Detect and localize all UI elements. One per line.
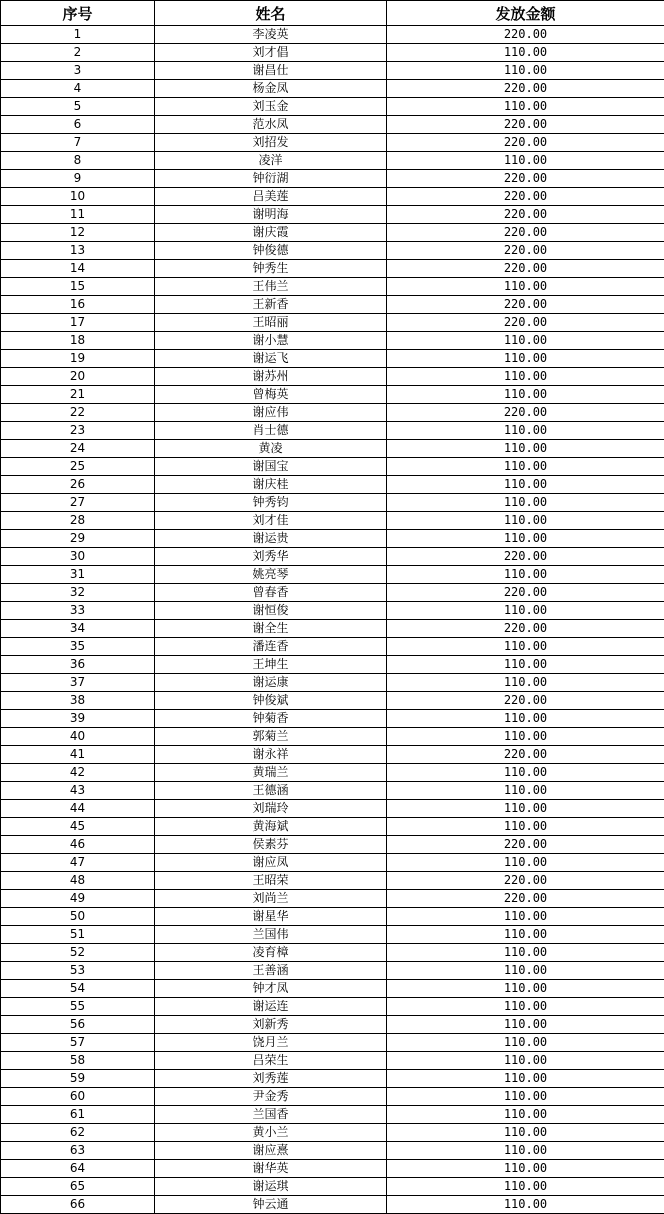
name-cell: 谢明海 — [155, 206, 387, 224]
table-row — [1, 134, 664, 152]
index-cell: 52 — [1, 944, 155, 962]
index-cell: 30 — [1, 548, 155, 566]
amount-cell: 110.00 — [387, 386, 664, 404]
table-row — [1, 728, 664, 746]
table-row — [1, 1034, 664, 1052]
name-cell: 谢昌仕 — [155, 62, 387, 80]
index-cell: 65 — [1, 1178, 155, 1196]
index-cell: 54 — [1, 980, 155, 998]
amount-cell: 110.00 — [387, 1088, 664, 1106]
table-row — [1, 548, 664, 566]
name-cell: 谢星华 — [155, 908, 387, 926]
name-cell: 饶月兰 — [155, 1034, 387, 1052]
index-cell: 53 — [1, 962, 155, 980]
name-cell: 刘招发 — [155, 134, 387, 152]
index-cell: 64 — [1, 1160, 155, 1178]
header-amount: 发放金额 — [387, 1, 664, 26]
name-cell: 钟俊斌 — [155, 692, 387, 710]
table-row — [1, 926, 664, 944]
name-cell: 王坤生 — [155, 656, 387, 674]
amount-cell: 220.00 — [387, 620, 664, 638]
index-cell: 45 — [1, 818, 155, 836]
name-cell: 谢运连 — [155, 998, 387, 1016]
index-cell: 31 — [1, 566, 155, 584]
amount-cell: 110.00 — [387, 1196, 664, 1214]
table-row — [1, 1160, 664, 1178]
name-cell: 刘才佳 — [155, 512, 387, 530]
table-row — [1, 1070, 664, 1088]
name-cell: 凌育樟 — [155, 944, 387, 962]
table-row — [1, 116, 664, 134]
index-cell: 18 — [1, 332, 155, 350]
name-cell: 谢恒俊 — [155, 602, 387, 620]
name-cell: 谢庆霞 — [155, 224, 387, 242]
index-cell: 51 — [1, 926, 155, 944]
table-row — [1, 782, 664, 800]
amount-cell: 110.00 — [387, 962, 664, 980]
name-cell: 王昭丽 — [155, 314, 387, 332]
amount-cell: 110.00 — [387, 800, 664, 818]
name-cell: 范水凤 — [155, 116, 387, 134]
index-cell: 46 — [1, 836, 155, 854]
name-cell: 兰国香 — [155, 1106, 387, 1124]
amount-cell: 110.00 — [387, 818, 664, 836]
index-cell: 39 — [1, 710, 155, 728]
header-row — [1, 1, 664, 26]
table-row — [1, 656, 664, 674]
amount-cell: 110.00 — [387, 710, 664, 728]
index-cell: 60 — [1, 1088, 155, 1106]
table-row — [1, 800, 664, 818]
name-cell: 谢运琪 — [155, 1178, 387, 1196]
index-cell: 42 — [1, 764, 155, 782]
index-cell: 13 — [1, 242, 155, 260]
index-cell: 47 — [1, 854, 155, 872]
name-cell: 刘玉金 — [155, 98, 387, 116]
index-cell: 5 — [1, 98, 155, 116]
table-row — [1, 80, 664, 98]
amount-cell: 110.00 — [387, 602, 664, 620]
table-row — [1, 1106, 664, 1124]
name-cell: 谢全生 — [155, 620, 387, 638]
index-cell: 15 — [1, 278, 155, 296]
amount-cell: 110.00 — [387, 332, 664, 350]
name-cell: 王德涵 — [155, 782, 387, 800]
table-row — [1, 530, 664, 548]
amount-cell: 110.00 — [387, 908, 664, 926]
table-row — [1, 854, 664, 872]
table-row — [1, 1178, 664, 1196]
amount-cell: 110.00 — [387, 530, 664, 548]
index-cell: 28 — [1, 512, 155, 530]
name-cell: 刘新秀 — [155, 1016, 387, 1034]
index-cell: 7 — [1, 134, 155, 152]
name-cell: 刘秀华 — [155, 548, 387, 566]
amount-cell: 110.00 — [387, 1034, 664, 1052]
table-row — [1, 836, 664, 854]
table-row — [1, 440, 664, 458]
table-row — [1, 62, 664, 80]
index-cell: 49 — [1, 890, 155, 908]
table-row — [1, 818, 664, 836]
table-row — [1, 764, 664, 782]
amount-cell: 220.00 — [387, 80, 664, 98]
name-cell: 谢苏州 — [155, 368, 387, 386]
name-cell: 刘瑞玲 — [155, 800, 387, 818]
name-cell: 吕荣生 — [155, 1052, 387, 1070]
index-cell: 3 — [1, 62, 155, 80]
amount-cell: 110.00 — [387, 854, 664, 872]
table-row — [1, 620, 664, 638]
amount-cell: 110.00 — [387, 656, 664, 674]
table-row — [1, 476, 664, 494]
amount-cell: 110.00 — [387, 458, 664, 476]
amount-cell: 110.00 — [387, 1070, 664, 1088]
name-cell: 钟秀生 — [155, 260, 387, 278]
table-row — [1, 224, 664, 242]
index-cell: 36 — [1, 656, 155, 674]
table-row — [1, 206, 664, 224]
index-cell: 6 — [1, 116, 155, 134]
table-row — [1, 314, 664, 332]
amount-cell: 110.00 — [387, 152, 664, 170]
index-cell: 40 — [1, 728, 155, 746]
table-row — [1, 908, 664, 926]
amount-cell: 220.00 — [387, 836, 664, 854]
amount-cell: 220.00 — [387, 746, 664, 764]
amount-cell: 220.00 — [387, 548, 664, 566]
name-cell: 谢运飞 — [155, 350, 387, 368]
index-cell: 16 — [1, 296, 155, 314]
table-row — [1, 152, 664, 170]
amount-cell: 110.00 — [387, 566, 664, 584]
index-cell: 11 — [1, 206, 155, 224]
amount-cell: 220.00 — [387, 116, 664, 134]
amount-cell: 220.00 — [387, 692, 664, 710]
name-cell: 刘才倡 — [155, 44, 387, 62]
name-cell: 谢华英 — [155, 1160, 387, 1178]
table-header — [1, 1, 664, 26]
table-row — [1, 674, 664, 692]
name-cell: 谢应伟 — [155, 404, 387, 422]
name-cell: 谢应熹 — [155, 1142, 387, 1160]
index-cell: 55 — [1, 998, 155, 1016]
table-row — [1, 350, 664, 368]
amount-cell: 220.00 — [387, 584, 664, 602]
amount-cell: 110.00 — [387, 638, 664, 656]
table-row — [1, 494, 664, 512]
amount-cell: 220.00 — [387, 314, 664, 332]
table-row — [1, 692, 664, 710]
table-row — [1, 296, 664, 314]
amount-cell: 220.00 — [387, 296, 664, 314]
index-cell: 20 — [1, 368, 155, 386]
name-cell: 肖士德 — [155, 422, 387, 440]
index-cell: 22 — [1, 404, 155, 422]
table-row — [1, 278, 664, 296]
name-cell: 王善涵 — [155, 962, 387, 980]
name-cell: 刘秀莲 — [155, 1070, 387, 1088]
name-cell: 侯素芬 — [155, 836, 387, 854]
table-row — [1, 710, 664, 728]
name-cell: 黄小兰 — [155, 1124, 387, 1142]
name-cell: 谢国宝 — [155, 458, 387, 476]
name-cell: 钟云通 — [155, 1196, 387, 1214]
amount-cell: 110.00 — [387, 998, 664, 1016]
amount-cell: 220.00 — [387, 890, 664, 908]
name-cell: 李凌英 — [155, 26, 387, 44]
name-cell: 谢小慧 — [155, 332, 387, 350]
table-row — [1, 260, 664, 278]
table-row — [1, 422, 664, 440]
index-cell: 35 — [1, 638, 155, 656]
index-cell: 32 — [1, 584, 155, 602]
name-cell: 钟俊德 — [155, 242, 387, 260]
index-cell: 50 — [1, 908, 155, 926]
name-cell: 刘尚兰 — [155, 890, 387, 908]
index-cell: 62 — [1, 1124, 155, 1142]
index-cell: 2 — [1, 44, 155, 62]
index-cell: 34 — [1, 620, 155, 638]
index-cell: 58 — [1, 1052, 155, 1070]
amount-cell: 110.00 — [387, 926, 664, 944]
index-cell: 19 — [1, 350, 155, 368]
name-cell: 谢运贵 — [155, 530, 387, 548]
amount-cell: 110.00 — [387, 1178, 664, 1196]
table-row — [1, 26, 664, 44]
amount-cell: 110.00 — [387, 278, 664, 296]
index-cell: 1 — [1, 26, 155, 44]
table-row — [1, 566, 664, 584]
index-cell: 29 — [1, 530, 155, 548]
name-cell: 凌洋 — [155, 152, 387, 170]
table-row — [1, 998, 664, 1016]
index-cell: 66 — [1, 1196, 155, 1214]
name-cell: 尹金秀 — [155, 1088, 387, 1106]
name-cell: 谢运康 — [155, 674, 387, 692]
table-row — [1, 638, 664, 656]
index-cell: 26 — [1, 476, 155, 494]
table-row — [1, 170, 664, 188]
name-cell: 潘连香 — [155, 638, 387, 656]
table-row — [1, 242, 664, 260]
table-row — [1, 188, 664, 206]
table-row — [1, 1196, 664, 1214]
index-cell: 37 — [1, 674, 155, 692]
index-cell: 63 — [1, 1142, 155, 1160]
amount-cell: 110.00 — [387, 1052, 664, 1070]
index-cell: 4 — [1, 80, 155, 98]
index-cell: 23 — [1, 422, 155, 440]
name-cell: 兰国伟 — [155, 926, 387, 944]
header-index: 序号 — [1, 1, 155, 26]
name-cell: 吕美莲 — [155, 188, 387, 206]
table-row — [1, 1016, 664, 1034]
index-cell: 17 — [1, 314, 155, 332]
index-cell: 56 — [1, 1016, 155, 1034]
table-row — [1, 602, 664, 620]
table-row — [1, 584, 664, 602]
name-cell: 郭菊兰 — [155, 728, 387, 746]
index-cell: 44 — [1, 800, 155, 818]
name-cell: 钟秀钧 — [155, 494, 387, 512]
amount-cell: 110.00 — [387, 728, 664, 746]
name-cell: 姚亮琴 — [155, 566, 387, 584]
amount-cell: 220.00 — [387, 206, 664, 224]
name-cell: 黄凌 — [155, 440, 387, 458]
table-row — [1, 386, 664, 404]
index-cell: 33 — [1, 602, 155, 620]
amount-cell: 110.00 — [387, 494, 664, 512]
amount-cell: 220.00 — [387, 260, 664, 278]
header-name: 姓名 — [155, 1, 387, 26]
amount-cell: 110.00 — [387, 350, 664, 368]
amount-cell: 110.00 — [387, 512, 664, 530]
index-cell: 38 — [1, 692, 155, 710]
table-row — [1, 980, 664, 998]
amount-cell: 220.00 — [387, 224, 664, 242]
table-row — [1, 1052, 664, 1070]
table-row — [1, 368, 664, 386]
name-cell: 曾春香 — [155, 584, 387, 602]
index-cell: 41 — [1, 746, 155, 764]
amount-cell: 110.00 — [387, 674, 664, 692]
amount-cell: 110.00 — [387, 62, 664, 80]
index-cell: 57 — [1, 1034, 155, 1052]
table-row — [1, 98, 664, 116]
amount-cell: 110.00 — [387, 764, 664, 782]
table-row — [1, 872, 664, 890]
index-cell: 21 — [1, 386, 155, 404]
table-row — [1, 890, 664, 908]
amount-cell: 220.00 — [387, 404, 664, 422]
amount-cell: 110.00 — [387, 1160, 664, 1178]
table-row — [1, 332, 664, 350]
index-cell: 59 — [1, 1070, 155, 1088]
amount-cell: 110.00 — [387, 422, 664, 440]
amount-cell: 110.00 — [387, 1106, 664, 1124]
amount-cell: 110.00 — [387, 782, 664, 800]
amount-cell: 110.00 — [387, 368, 664, 386]
index-cell: 24 — [1, 440, 155, 458]
table-row — [1, 746, 664, 764]
amount-cell: 110.00 — [387, 980, 664, 998]
index-cell: 10 — [1, 188, 155, 206]
amount-cell: 220.00 — [387, 188, 664, 206]
name-cell: 王新香 — [155, 296, 387, 314]
name-cell: 谢应凤 — [155, 854, 387, 872]
name-cell: 王伟兰 — [155, 278, 387, 296]
amount-cell: 110.00 — [387, 944, 664, 962]
table-row — [1, 1124, 664, 1142]
name-cell: 钟菊香 — [155, 710, 387, 728]
amount-cell: 110.00 — [387, 1016, 664, 1034]
amount-cell: 110.00 — [387, 44, 664, 62]
amount-cell: 110.00 — [387, 98, 664, 116]
amount-cell: 220.00 — [387, 242, 664, 260]
name-cell: 黄瑞兰 — [155, 764, 387, 782]
name-cell: 钟衍湖 — [155, 170, 387, 188]
amount-cell: 110.00 — [387, 440, 664, 458]
name-cell: 杨金凤 — [155, 80, 387, 98]
name-cell: 谢庆桂 — [155, 476, 387, 494]
index-cell: 61 — [1, 1106, 155, 1124]
index-cell: 25 — [1, 458, 155, 476]
amount-cell: 110.00 — [387, 1124, 664, 1142]
index-cell: 27 — [1, 494, 155, 512]
index-cell: 12 — [1, 224, 155, 242]
index-cell: 9 — [1, 170, 155, 188]
name-cell: 王昭荣 — [155, 872, 387, 890]
table-row — [1, 962, 664, 980]
table-row — [1, 404, 664, 422]
table-row — [1, 1088, 664, 1106]
name-cell: 钟才凤 — [155, 980, 387, 998]
index-cell: 43 — [1, 782, 155, 800]
table-row — [1, 1142, 664, 1160]
table-row — [1, 944, 664, 962]
name-cell: 黄海斌 — [155, 818, 387, 836]
table-body — [1, 26, 664, 1214]
amount-cell: 110.00 — [387, 1142, 664, 1160]
amount-cell: 220.00 — [387, 26, 664, 44]
index-cell: 8 — [1, 152, 155, 170]
table-row — [1, 44, 664, 62]
amount-cell: 220.00 — [387, 872, 664, 890]
amount-cell: 220.00 — [387, 134, 664, 152]
table-row — [1, 512, 664, 530]
index-cell: 14 — [1, 260, 155, 278]
amount-cell: 110.00 — [387, 476, 664, 494]
index-cell: 48 — [1, 872, 155, 890]
table-row — [1, 458, 664, 476]
amount-cell: 220.00 — [387, 170, 664, 188]
name-cell: 曾梅英 — [155, 386, 387, 404]
name-cell: 谢永祥 — [155, 746, 387, 764]
